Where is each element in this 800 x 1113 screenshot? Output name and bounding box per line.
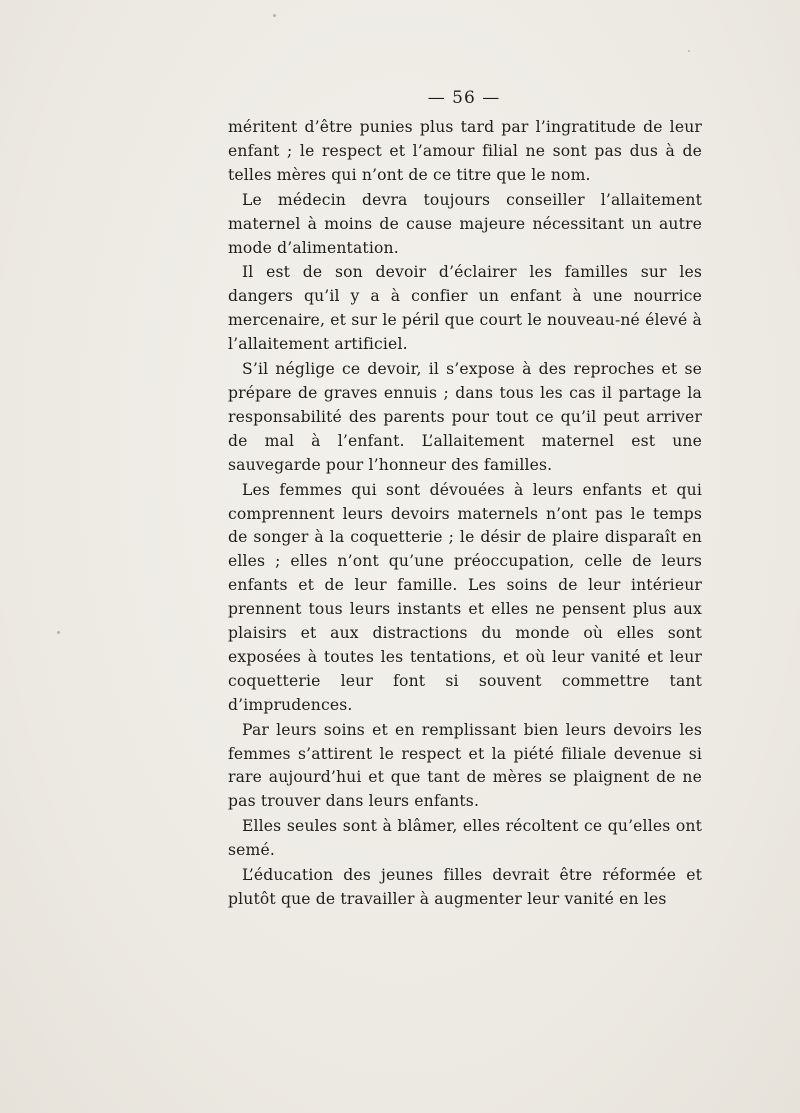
paper-speck [57,631,60,634]
paragraph: L’éducation des jeunes filles devrait être réformée et plutôt que de travailler à augmenter leur vanité en les [228,866,702,908]
paragraph: Par leurs soins et en remplissant bien leurs devoirs les femmes s’attirent le respect et la piété filiale devenue si rare aujourd’hui et que tant de mères se plaignent de ne pas trouver dans leurs enfants. [228,720,702,811]
body-text [228,116,702,913]
paragraph: Le médecin devra toujours conseiller l’allaitement maternel à moins de cause majeure nécessitant un autre mode d’alimentation. [228,190,702,257]
paragraph: S’il néglige ce devoir, il s’expose à des reproches et se prépare de graves ennuis ; dans tous les cas il partage la responsabilité des parents pour tout ce qu’il peut arriver de mal à l’enfant. L’allaitement maternel est une sauvegarde pour l’honneur des familles. [228,360,702,474]
paragraph: Les femmes qui sont dévouées à leurs enfants et qui comprennent leurs devoirs maternels n’ont pas le temps de songer à la coquetterie ; le désir de plaire disparaît en elles ; elles n’ont qu’une préoccupation, celle de leurs enfants et de leur famille. Les soins de leur intérieur prennent tous leurs instants et elles ne pensent plus aux plaisirs et aux distractions du monde où elles sont exposées à toutes les tentations, et où leur vanité et leur coquetterie leur font si souvent commettre tant d’imprudences. [228,480,702,714]
paragraph: Elles seules sont à blâmer, elles récoltent ce qu’elles ont semé. [228,817,702,860]
paper-speck [688,50,690,52]
paragraph: Il est de son devoir d’éclairer les familles sur les dangers qu’il y a à confier un enfant à une nourrice mercenaire, et sur le péril que court le nouveau-né élevé à l’allaitement artificiel. [228,263,702,354]
page-number: — 56 — [427,88,501,108]
paper-speck [273,14,276,17]
paragraph: méritent d’être punies plus tard par l’ingratitude de leur enfant ; le respect et l’amour filial ne sont pas dus à de telles mères qui n’ont de ce titre que le nom. [228,118,702,184]
